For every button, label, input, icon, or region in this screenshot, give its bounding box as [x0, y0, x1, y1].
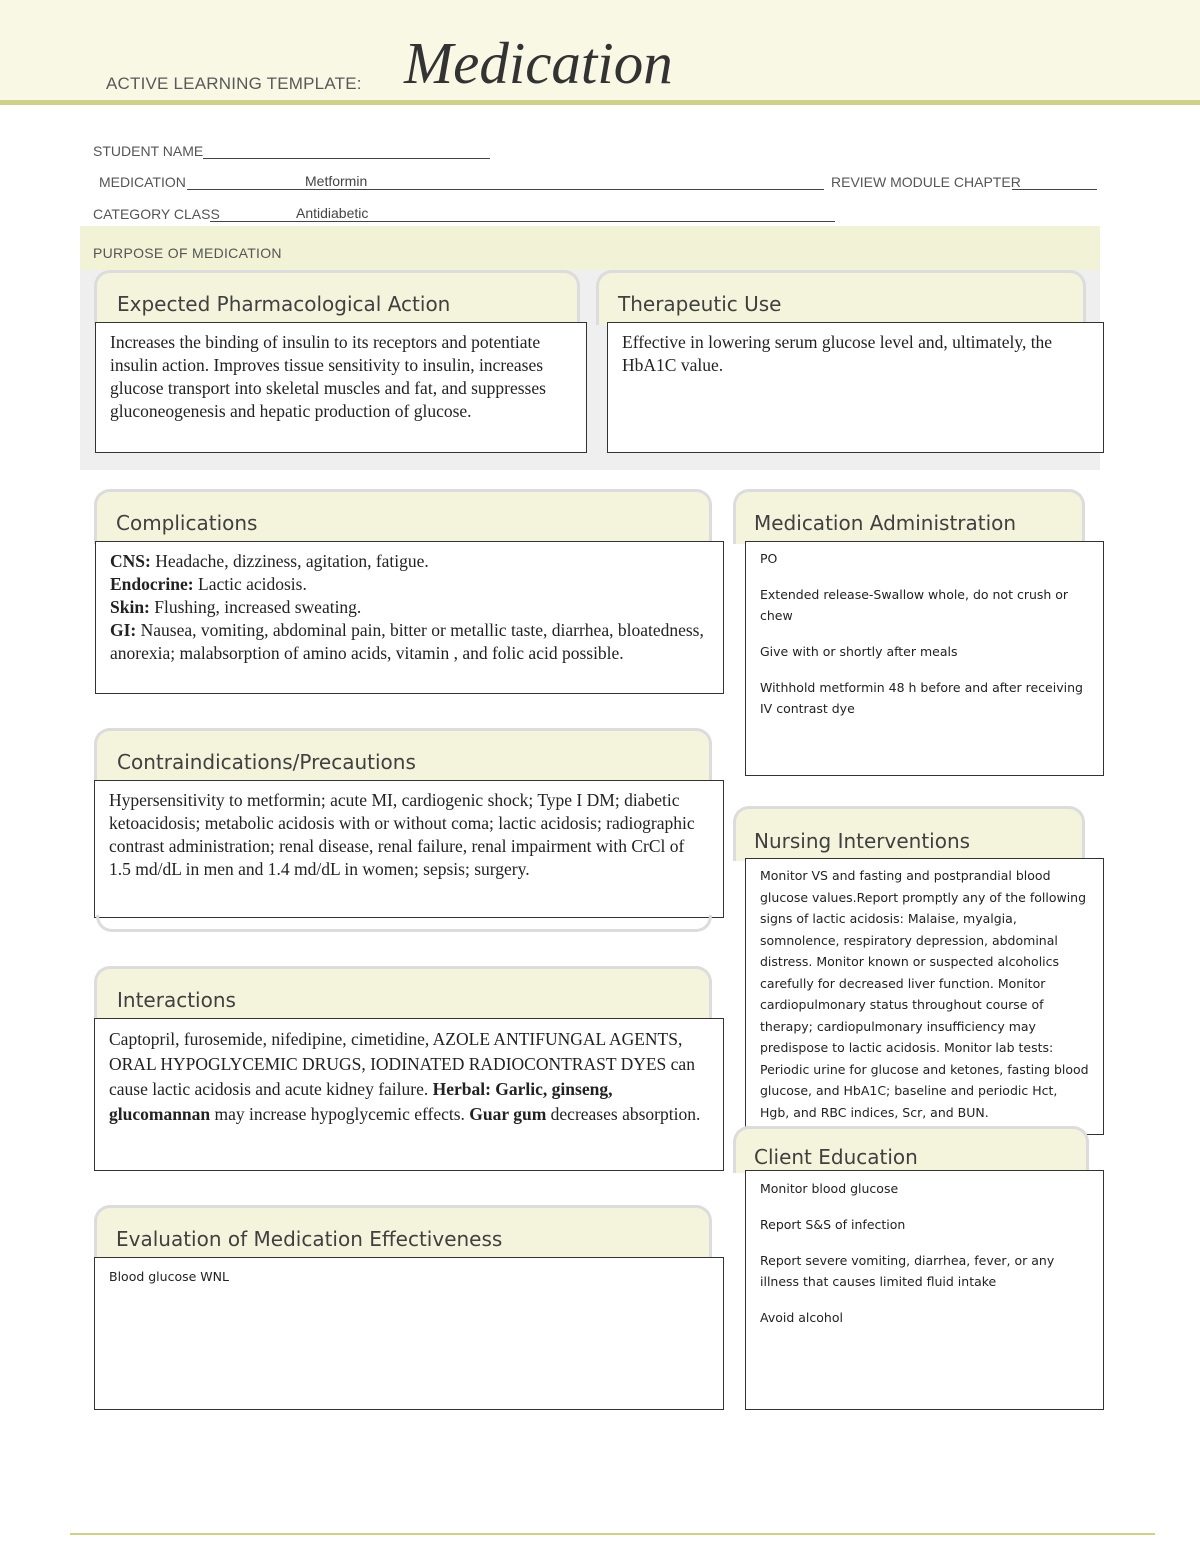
header-rule: [0, 100, 1200, 105]
interactions-title: Interactions: [117, 988, 236, 1012]
contraindications-title: Contraindications/Precautions: [117, 750, 416, 774]
nursing-text: Monitor VS and fasting and postprandial blood glucose values.Report promptly any of the following signs of lactic acidosis: Malaise, myalgia, somnolence, respiratory depression, abdominal distress. Monitor known or suspected alcoholics carefully for decreased liver function. Monitor cardiopulmonary status throughout course of therapy; cardiopulmonary insufficiency may predispose to lactic acidosis. Monitor lab tests: Periodic urine for glucose and ketones, fasting blood glucose, and HbA1C; baseline and periodic Hct, Hgb, and RBC indices, Scr, and BUN.: [760, 868, 1089, 1120]
category-class-field[interactable]: [210, 221, 835, 222]
contraindications-box: [94, 780, 724, 918]
administration-item: PO: [760, 551, 778, 566]
complications-title: Complications: [116, 511, 258, 535]
interactions-box: [94, 1018, 724, 1171]
complication-cns: CNS: Headache, dizziness, agitation, fatigue.: [110, 551, 429, 571]
nursing-title: Nursing Interventions: [754, 829, 971, 853]
category-class-label: CATEGORY CLASS: [93, 206, 220, 222]
template-label: ACTIVE LEARNING TEMPLATE:: [106, 74, 362, 93]
purpose-label: PURPOSE OF MEDICATION: [93, 245, 282, 261]
student-name-field[interactable]: [203, 158, 490, 159]
complication-skin: Skin: Flushing, increased sweating.: [110, 597, 362, 617]
expected-action-box: [95, 322, 587, 453]
medication-value: Metformin: [305, 173, 368, 189]
education-box: [745, 1170, 1104, 1410]
category-class-value: Antidiabetic: [296, 205, 369, 221]
contraindications-text: Hypersensitivity to metformin; acute MI, cardiogenic shock; Type I DM; diabetic ketoacidosis; metabolic acidosis with or without coma; lactic acidosis; radiographic contrast administration; renal disease, renal failure, renal impairment with CrCl of 1.5 md/dL in men and 1.4 md/dL in women; sepsis; surgery.: [109, 790, 695, 879]
interactions-text: Captopril, furosemide, nifedipine, cimetidine, AZOLE ANTIFUNGAL AGENTS, ORAL HYPOGLYCEMIC DRUGS, IODINATED RADIOCONTRAST DYES can cause lactic acidosis and acute kidney failure. Herbal: Garlic, ginseng, glucomannan may increase hypoglycemic effects. Guar gum decreases absorption.: [109, 1029, 701, 1124]
expected-action-text: Increases the binding of insulin to its receptors and potentiate insulin action. Improves tissue sensitivity to insulin, increases glucose transport into skeletal muscles and fat, and suppresses gluconeogenesis and hepatic production of glucose.: [110, 332, 546, 421]
education-item: Report severe vomiting, diarrhea, fever, or any illness that causes limited fluid intake: [760, 1253, 1055, 1289]
review-module-field[interactable]: [1012, 189, 1097, 190]
complication-endocrine: Endocrine: Lactic acidosis.: [110, 574, 307, 594]
complication-gi: GI: Nausea, vomiting, abdominal pain, bitter or metallic taste, diarrhea, bloatedness, anorexia; malabsorption of amino acids, vitamin , and folic acid possible.: [110, 620, 704, 663]
administration-item: Withhold metformin 48 h before and after receiving IV contrast dye: [760, 680, 1083, 716]
contraindications-shadow: [96, 915, 712, 932]
medication-label: MEDICATION: [99, 174, 186, 190]
administration-title: Medication Administration: [754, 511, 1017, 535]
therapeutic-use-text: Effective in lowering serum glucose level and, ultimately, the HbA1C value.: [622, 332, 1053, 375]
footer-rule: [70, 1533, 1155, 1535]
evaluation-box: [94, 1257, 724, 1410]
administration-item: Give with or shortly after meals: [760, 644, 958, 659]
student-name-label: STUDENT NAME: [93, 143, 204, 159]
education-item: Avoid alcohol: [760, 1310, 843, 1325]
evaluation-text: Blood glucose WNL: [109, 1269, 229, 1284]
nursing-box[interactable]: [745, 858, 1104, 1135]
review-module-label: REVIEW MODULE CHAPTER: [831, 174, 1021, 190]
administration-item: Extended release-Swallow whole, do not crush or chew: [760, 587, 1069, 623]
therapeutic-use-title: Therapeutic Use: [618, 292, 782, 316]
medication-field[interactable]: [187, 189, 824, 190]
expected-action-title: Expected Pharmacological Action: [117, 292, 451, 316]
education-item: Report S&S of infection: [760, 1217, 906, 1232]
evaluation-title: Evaluation of Medication Effectiveness: [116, 1227, 503, 1251]
therapeutic-use-box: [607, 322, 1104, 453]
administration-box: [745, 541, 1104, 776]
education-item: Monitor blood glucose: [760, 1181, 899, 1196]
education-title: Client Education: [754, 1145, 918, 1169]
complications-box: [95, 541, 724, 694]
page-title: Medication: [404, 30, 673, 96]
